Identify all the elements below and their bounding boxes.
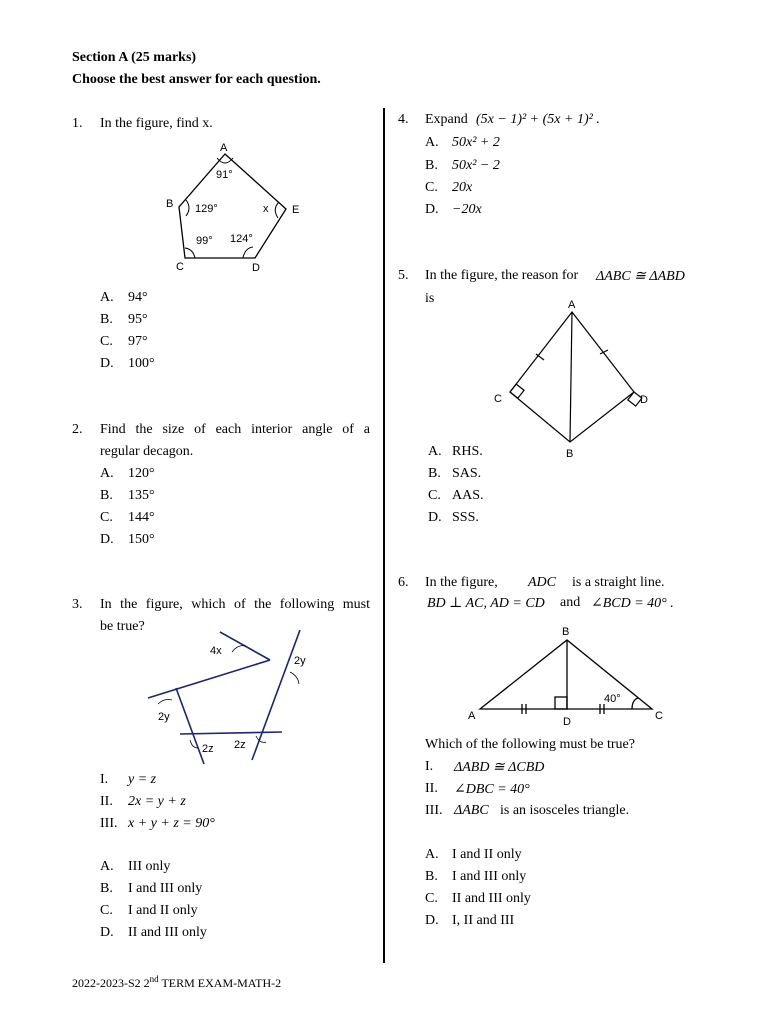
angle-B: 129° (195, 203, 218, 215)
question-prefix: Expand (425, 112, 468, 127)
vertex-C: C (494, 393, 502, 405)
option-d-letter: D. (100, 925, 114, 940)
question-math: ΔABC ≅ ΔABD (596, 269, 685, 284)
statement-3-text: x + y + z = 90° (128, 816, 215, 831)
question-number: 3. (72, 597, 83, 612)
question-text-line2: is (425, 291, 435, 306)
option-b-text: I and III only (128, 881, 203, 896)
option-c-letter: C. (100, 510, 113, 525)
angle-40: 40° (604, 693, 621, 705)
option-c-text: I and II only (128, 903, 198, 918)
option-c-text: 144° (128, 510, 155, 525)
option-d-text: 150° (128, 532, 155, 547)
option-a-text: 120° (128, 466, 155, 481)
angle-C: 99° (196, 235, 213, 247)
option-a-text: RHS. (452, 444, 483, 459)
option-c-text: AAS. (452, 488, 484, 503)
option-b-text: SAS. (452, 466, 482, 481)
question-text: In the figure, find x. (100, 116, 213, 131)
option-b-letter: B. (100, 488, 113, 503)
vertex-A: A (468, 710, 476, 722)
question-number: 4. (398, 112, 409, 127)
angle-4x: 4x (210, 645, 222, 657)
option-d-letter: D. (428, 510, 442, 525)
statement-3-text: is an isosceles triangle. (500, 803, 630, 818)
option-a-letter: A. (100, 859, 114, 874)
option-c-letter: C. (428, 488, 441, 503)
option-b-letter: B. (425, 869, 438, 884)
option-b-letter: B. (100, 881, 113, 896)
question-number: 6. (398, 575, 409, 590)
option-c-letter: C. (100, 334, 113, 349)
question-expression: (5x − 1)² + (5x + 1)² . (476, 112, 600, 127)
option-c-text: 20x (452, 180, 473, 195)
angle-E: x (263, 203, 269, 215)
statement-2-text: ∠DBC = 40° (454, 782, 530, 797)
option-c-letter: C. (425, 180, 438, 195)
option-b-text: 50x² − 2 (452, 158, 500, 173)
triangle-figure (464, 620, 676, 732)
vertex-D: D (563, 716, 571, 728)
option-a-text: I and II only (452, 847, 522, 862)
page-footer (72, 976, 281, 991)
vertex-E: E (292, 204, 300, 216)
option-c-letter: C. (100, 903, 113, 918)
angle-D: 124° (230, 233, 253, 245)
question-text-line1: Find the size of each interior angle of a (100, 422, 370, 437)
column-divider (383, 108, 385, 963)
section-title: Section A (25 marks) (72, 50, 197, 65)
vertex-D: D (640, 394, 648, 406)
option-a-text: 94° (128, 290, 148, 305)
statement-2-text: 2x = y + z (128, 794, 186, 809)
question-text-c: is a straight line. (572, 575, 665, 590)
vertex-A: A (220, 142, 228, 154)
option-a-letter: A. (425, 847, 439, 862)
option-b-text: 135° (128, 488, 155, 503)
angle-2z-right: 2z (234, 739, 246, 751)
statement-2-roman: II. (100, 794, 113, 809)
question-text-line1: In the figure, the reason for (425, 268, 579, 283)
pentagon-figure (160, 138, 310, 276)
option-d-text: SSS. (452, 510, 479, 525)
question-text-f: ∠BCD = 40° . (591, 596, 674, 611)
kite-figure (488, 294, 660, 462)
statement-1-text: ΔABD ≅ ΔCBD (454, 760, 545, 775)
angle-2z-left: 2z (202, 743, 214, 755)
angle-A: 91° (216, 169, 233, 181)
option-b-text: I and III only (452, 869, 527, 884)
vertex-C: C (655, 710, 663, 722)
statement-2-roman: II. (425, 781, 438, 796)
vertex-C: C (176, 261, 184, 273)
vertex-D: D (252, 262, 260, 274)
question-text-b: ADC (528, 575, 556, 590)
question-text-d: BD ⊥ AC, AD = CD (427, 596, 545, 611)
statement-3-roman: III. (425, 803, 443, 818)
option-d-text: −20x (452, 202, 482, 217)
footer-sup: nd (149, 974, 159, 984)
angle-2y-top: 2y (294, 655, 306, 667)
vertex-A: A (568, 299, 576, 311)
option-d-text: I, II and III (452, 913, 515, 928)
question-number: 1. (72, 116, 83, 131)
question-number: 5. (398, 268, 409, 283)
instruction: Choose the best answer for each question. (72, 72, 321, 87)
question-text-line1: In the figure, which of the following must (100, 597, 370, 612)
option-a-text: III only (128, 859, 171, 874)
polygon-figure (140, 624, 340, 766)
option-d-text: 100° (128, 356, 155, 371)
statement-3-math: ΔABC (454, 803, 489, 818)
angle-2y-left: 2y (158, 711, 170, 723)
question-text-e: and (560, 595, 581, 610)
footer-suffix: TERM EXAM-MATH-2 (158, 976, 282, 990)
option-b-text: 95° (128, 312, 148, 327)
option-b-letter: B. (428, 466, 441, 481)
option-d-letter: D. (100, 356, 114, 371)
option-a-letter: A. (428, 444, 442, 459)
option-d-text: II and III only (128, 925, 207, 940)
option-c-text: II and III only (452, 891, 531, 906)
option-d-letter: D. (100, 532, 114, 547)
sub-question: Which of the following must be true? (425, 737, 635, 752)
question-text-line2: be true? (100, 619, 145, 634)
statement-1-roman: I. (425, 759, 434, 774)
statement-3-roman: III. (100, 816, 118, 831)
question-text-a: In the figure, (425, 575, 498, 590)
option-b-letter: B. (100, 312, 113, 327)
question-text-line2: regular decagon. (100, 444, 194, 459)
statement-1-roman: I. (100, 772, 109, 787)
footer-prefix: 2022-2023-S2 2 (72, 976, 150, 990)
vertex-B: B (566, 448, 574, 460)
option-a-letter: A. (100, 290, 114, 305)
option-d-letter: D. (425, 202, 439, 217)
question-number: 2. (72, 422, 83, 437)
vertex-B: B (562, 626, 570, 638)
option-c-letter: C. (425, 891, 438, 906)
option-d-letter: D. (425, 913, 439, 928)
vertex-B: B (166, 198, 174, 210)
option-b-letter: B. (425, 158, 438, 173)
option-c-text: 97° (128, 334, 148, 349)
option-a-letter: A. (100, 466, 114, 481)
option-a-letter: A. (425, 135, 439, 150)
statement-1-text: y = z (128, 772, 157, 787)
option-a-text: 50x² + 2 (452, 135, 500, 150)
